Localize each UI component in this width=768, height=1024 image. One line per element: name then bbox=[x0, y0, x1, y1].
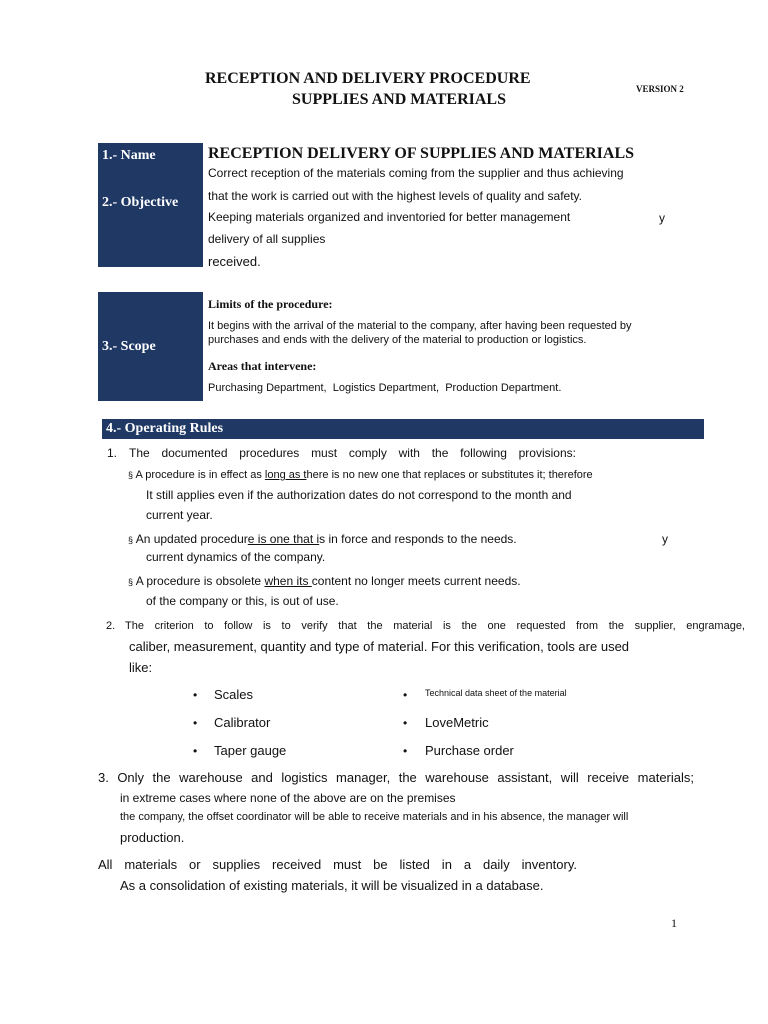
name-label: 1.- Name bbox=[102, 148, 156, 163]
objective-line: Keeping materials organized and inventoried for better management bbox=[208, 210, 571, 224]
section-marker: § bbox=[128, 577, 134, 587]
bullet: • bbox=[193, 744, 198, 758]
operating-rules-header bbox=[102, 419, 704, 439]
page-number: 1 bbox=[671, 916, 677, 930]
rule4-line1: All materials or supplies received must be listed in a daily inventory. bbox=[98, 857, 577, 872]
section-marker: § bbox=[128, 535, 134, 545]
tool-item: Scales bbox=[214, 687, 254, 702]
rule1-sub1-line3: current year. bbox=[146, 508, 213, 522]
rule2-line1: The criterion to follow is to verify that the material is the one requested from the supplier, engramage, bbox=[125, 620, 745, 632]
objective-line: received. bbox=[208, 254, 261, 269]
rule1-sub2-line2: current dynamics of the company. bbox=[146, 550, 326, 564]
section-marker: § bbox=[128, 470, 134, 480]
document-title-line2: SUPPLIES AND MATERIALS bbox=[292, 91, 506, 108]
objective-conjunction: y bbox=[659, 211, 665, 225]
tool-item: Calibrator bbox=[214, 715, 271, 730]
bullet: • bbox=[193, 716, 198, 730]
name-objective-label-block bbox=[98, 143, 203, 267]
rule1-sub1-line2: It still applies even if the authorization dates do not correspond to the month and bbox=[146, 488, 572, 502]
objective-label: 2.- Objective bbox=[102, 195, 179, 210]
objective-line: that the work is carried out with the highest levels of quality and safety. bbox=[208, 189, 582, 203]
tool-item: Taper gauge bbox=[214, 743, 287, 758]
bullet: • bbox=[403, 744, 408, 758]
rule1-sub2-line1: § An updated procedure is one that is in force and responds to the needs. bbox=[128, 532, 517, 546]
bullet: • bbox=[403, 716, 408, 730]
version-label: VERSION 2 bbox=[636, 84, 684, 94]
tool-item: Technical data sheet of the material bbox=[425, 688, 567, 698]
limits-text-line1: It begins with the arrival of the material to the company, after having been requested by bbox=[208, 320, 632, 332]
rule1-sub1-line1: § A procedure is in effect as long as there is no new one that replaces or substitutes it; therefore bbox=[128, 469, 593, 481]
bullet: • bbox=[403, 688, 408, 702]
scope-label-block bbox=[98, 292, 203, 401]
areas-heading: Areas that intervene: bbox=[208, 359, 317, 373]
rule1-sub3-line2: of the company or this, is out of use. bbox=[146, 594, 339, 608]
rule2-number: 2. bbox=[106, 620, 116, 632]
areas-text: Purchasing Department, Logistics Department, Production Department. bbox=[208, 382, 562, 394]
rule2-line3: like: bbox=[129, 660, 153, 675]
procedure-name-value: RECEPTION DELIVERY OF SUPPLIES AND MATERIALS bbox=[208, 145, 635, 162]
objective-line: delivery of all supplies bbox=[208, 232, 326, 246]
rule1-sub3-line1: § A procedure is obsolete when its content no longer meets current needs. bbox=[128, 574, 521, 588]
rule3-line2: in extreme cases where none of the above are on the premises bbox=[120, 791, 456, 805]
rule1-text: The documented procedures must comply with the following provisions: bbox=[129, 446, 576, 460]
objective-line: Correct reception of the materials coming from the supplier and thus achieving bbox=[208, 166, 624, 180]
limits-heading: Limits of the procedure: bbox=[208, 297, 333, 311]
rule4-line2: As a consolidation of existing materials, it will be visualized in a database. bbox=[120, 878, 544, 893]
rule1-sub2-conjunction: y bbox=[662, 532, 668, 546]
rule1-number: 1. bbox=[107, 446, 118, 460]
rule3-line1: 3. Only the warehouse and logistics manager, the warehouse assistant, will receive materials; bbox=[98, 770, 694, 785]
rule2-line2: caliber, measurement, quantity and type of material. For this verification, tools are used bbox=[129, 639, 630, 654]
operating-rules-heading: 4.- Operating Rules bbox=[106, 421, 224, 436]
scope-label: 3.- Scope bbox=[102, 339, 156, 354]
document-title-line1: RECEPTION AND DELIVERY PROCEDURE bbox=[205, 70, 531, 87]
rule3-line3: the company, the offset coordinator will be able to receive materials and in his absence, the manager will bbox=[120, 811, 629, 823]
tool-item: Purchase order bbox=[425, 743, 514, 758]
tool-item: LoveMetric bbox=[425, 715, 489, 730]
bullet: • bbox=[193, 688, 198, 702]
rule3-line4: production. bbox=[120, 830, 185, 845]
limits-text-line2: purchases and ends with the delivery of the material to production or logistics. bbox=[208, 334, 587, 346]
